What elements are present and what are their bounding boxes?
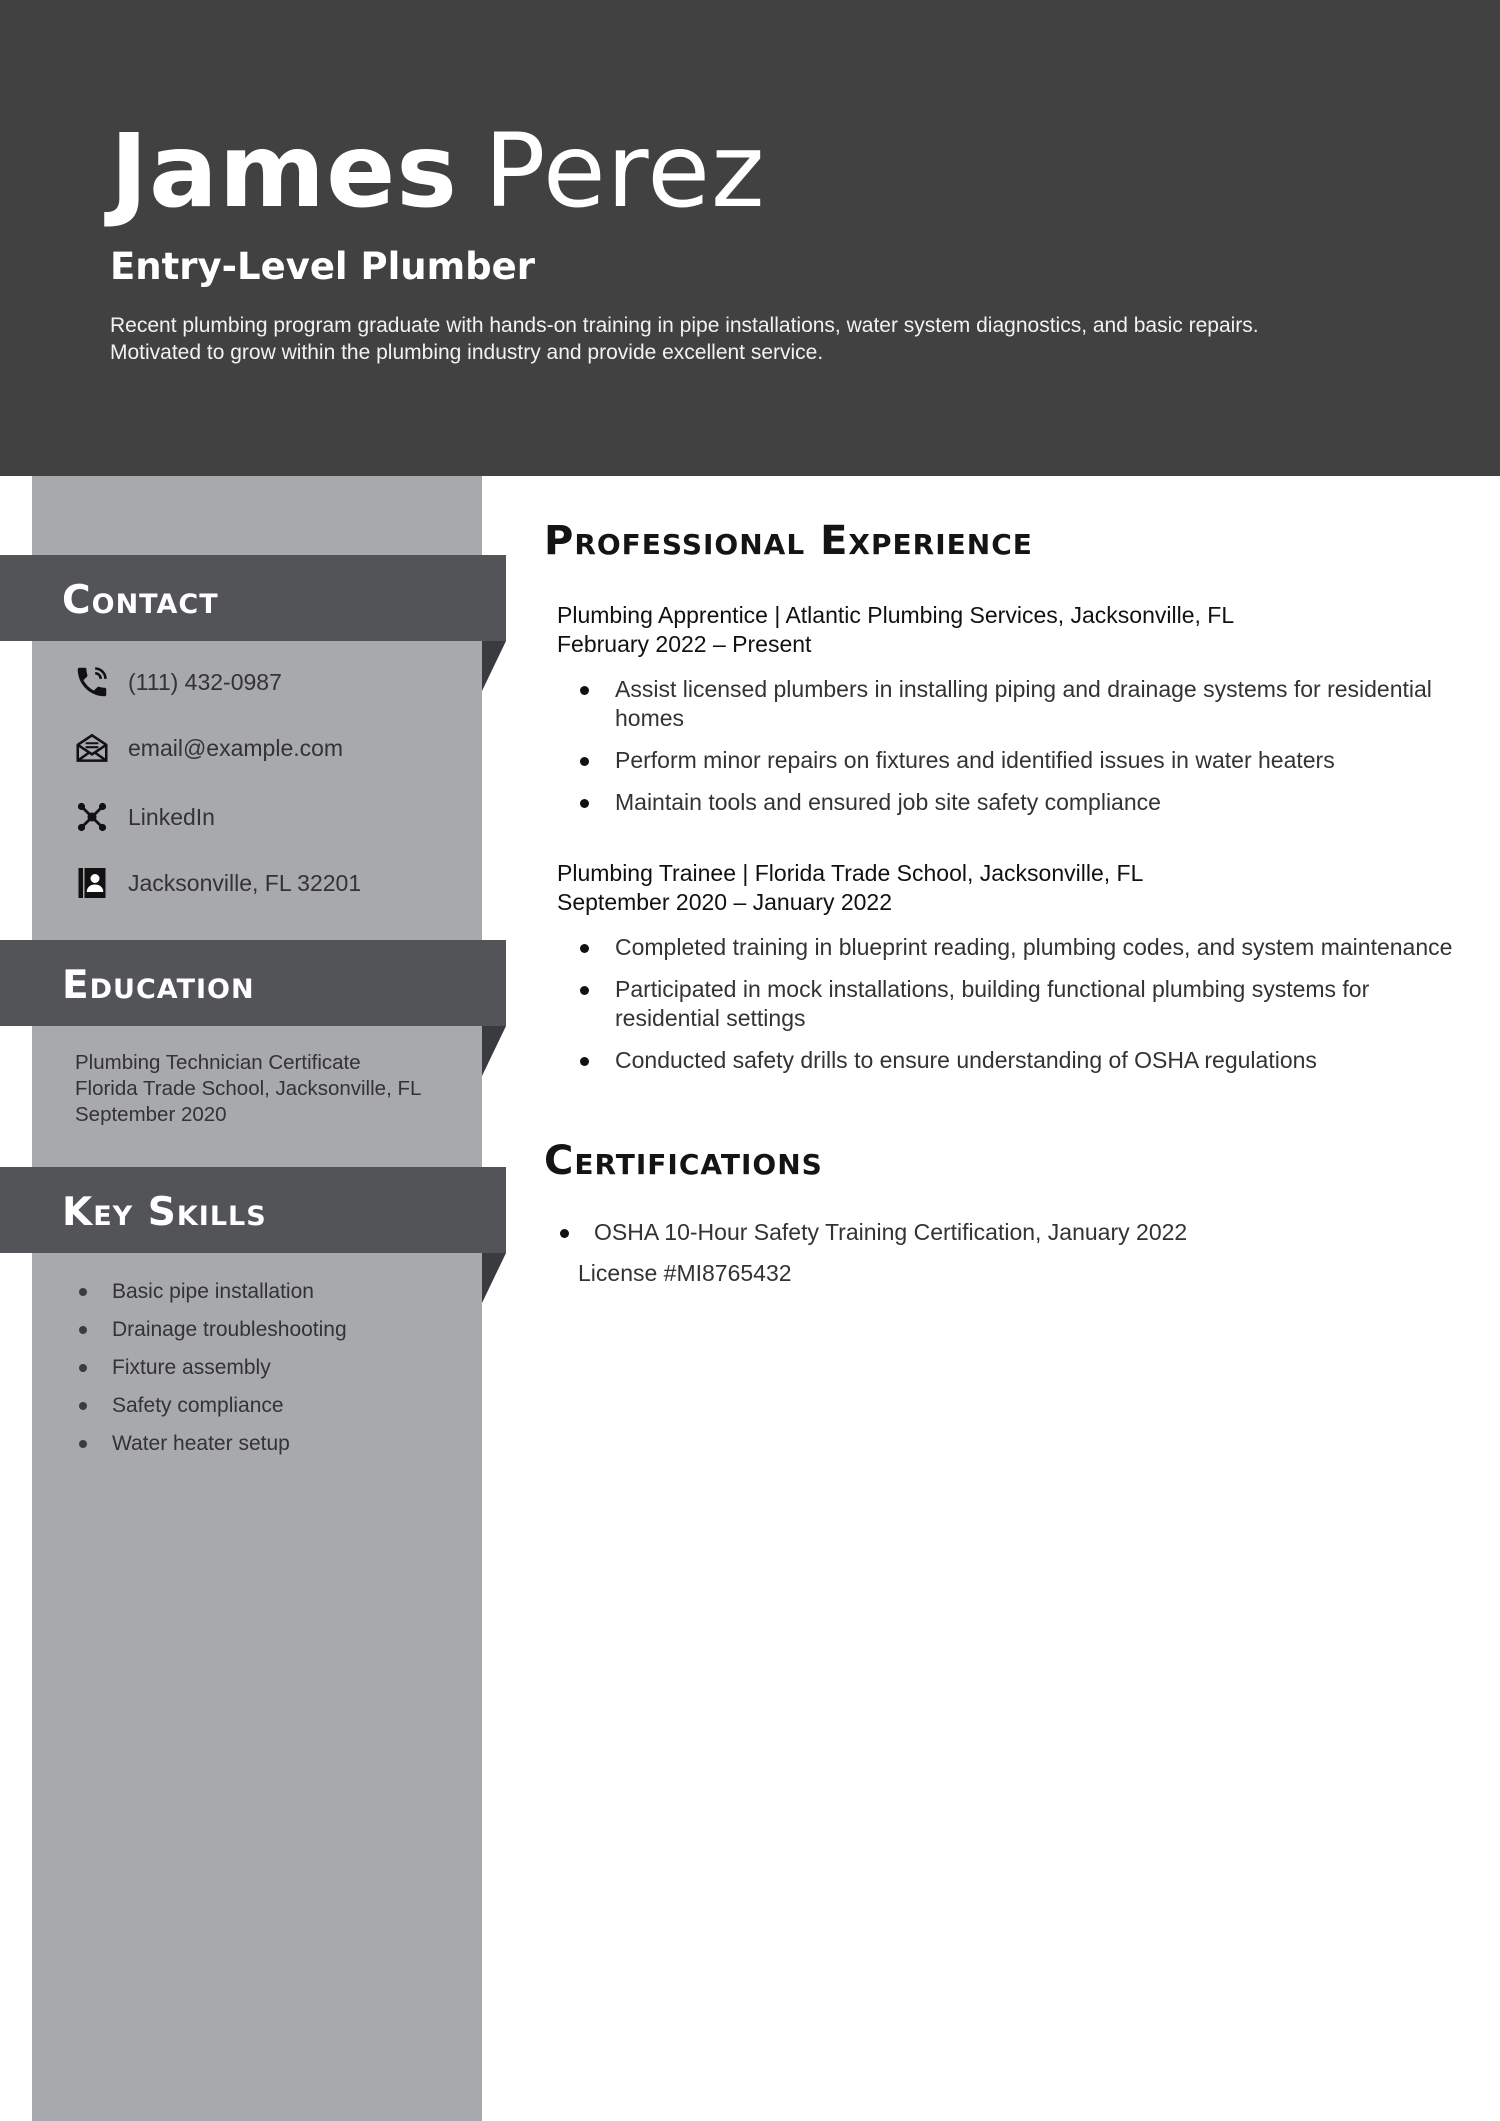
band-fold <box>482 1026 506 1076</box>
linkedin-link[interactable]: LinkedIn <box>128 803 215 830</box>
education-date: September 2020 <box>75 1103 227 1126</box>
contact-location <box>70 861 361 905</box>
job-bullet: Participated in mock installations, building functional plumbing systems for residential settings <box>557 975 1457 1033</box>
certification-list <box>557 1218 1187 1247</box>
skill-item: Water heater setup <box>75 1425 347 1463</box>
education-school: Florida Trade School, Jacksonville, FL <box>75 1077 422 1100</box>
contact-band <box>0 555 506 641</box>
job-bullet: Perform minor repairs on fixtures and identified issues in water heaters <box>557 746 1457 775</box>
summary <box>110 312 1410 366</box>
education-heading: Education <box>62 963 255 1008</box>
certifications-heading: Certifications <box>544 1138 823 1184</box>
resume-header <box>0 0 1500 476</box>
skills-list <box>75 1273 347 1463</box>
skills-band <box>0 1167 506 1253</box>
network-icon <box>70 795 114 839</box>
summary-line: Recent plumbing program graduate with hands-on training in pipe installations, water system diagnostics, and basic repairs. <box>110 314 1259 337</box>
job-bullet: Assist licensed plumbers in installing piping and drainage systems for residential homes <box>557 675 1457 733</box>
contact-linkedin <box>70 795 215 839</box>
job-bullet: Conducted safety drills to ensure understanding of OSHA regulations <box>557 1046 1457 1075</box>
summary-line: Motivated to grow within the plumbing industry and provide excellent service. <box>110 341 824 364</box>
first-name: James <box>110 112 458 231</box>
job-dates-2: September 2020 – January 2022 <box>557 889 893 915</box>
job-title: Entry-Level Plumber <box>110 245 535 288</box>
phone-text[interactable]: (111) 432-0987 <box>128 668 282 695</box>
skills-heading: Key Skills <box>62 1190 267 1235</box>
contact-heading: Contact <box>62 578 219 623</box>
phone-icon <box>70 660 114 704</box>
job-bullet: Completed training in blueprint reading, plumbing codes, and system maintenance <box>557 933 1457 962</box>
job-dates-1: February 2022 – Present <box>557 631 812 657</box>
job-bullets-2 <box>557 933 1457 1088</box>
band-fold <box>482 641 506 691</box>
address-book-icon <box>70 861 114 905</box>
license-number: License #MI8765432 <box>578 1260 792 1286</box>
contact-phone <box>70 660 282 704</box>
candidate-name <box>110 112 766 232</box>
envelope-icon <box>70 726 114 770</box>
skill-item: Drainage troubleshooting <box>75 1311 347 1349</box>
certification-item: OSHA 10-Hour Safety Training Certification, January 2022 <box>557 1218 1187 1247</box>
education-entry <box>75 1050 421 1128</box>
last-name: Perez <box>483 112 766 231</box>
education-band <box>0 940 506 1026</box>
location-text: Jacksonville, FL 32201 <box>128 869 362 896</box>
contact-email <box>70 726 343 770</box>
job-bullets-1 <box>557 675 1457 830</box>
job-bullet: Maintain tools and ensured job site safety compliance <box>557 788 1457 817</box>
experience-heading: Professional Experience <box>544 518 1033 564</box>
education-degree: Plumbing Technician Certificate <box>75 1051 361 1074</box>
skill-item: Basic pipe installation <box>75 1273 347 1311</box>
job-title-2: Plumbing Trainee | Florida Trade School, Jacksonville, FL <box>557 860 1144 886</box>
job-title-1: Plumbing Apprentice | Atlantic Plumbing Services, Jacksonville, FL <box>557 602 1235 628</box>
skill-item: Safety compliance <box>75 1387 347 1425</box>
band-fold <box>482 1253 506 1303</box>
email-link[interactable]: email@example.com <box>128 734 344 761</box>
skill-item: Fixture assembly <box>75 1349 347 1387</box>
